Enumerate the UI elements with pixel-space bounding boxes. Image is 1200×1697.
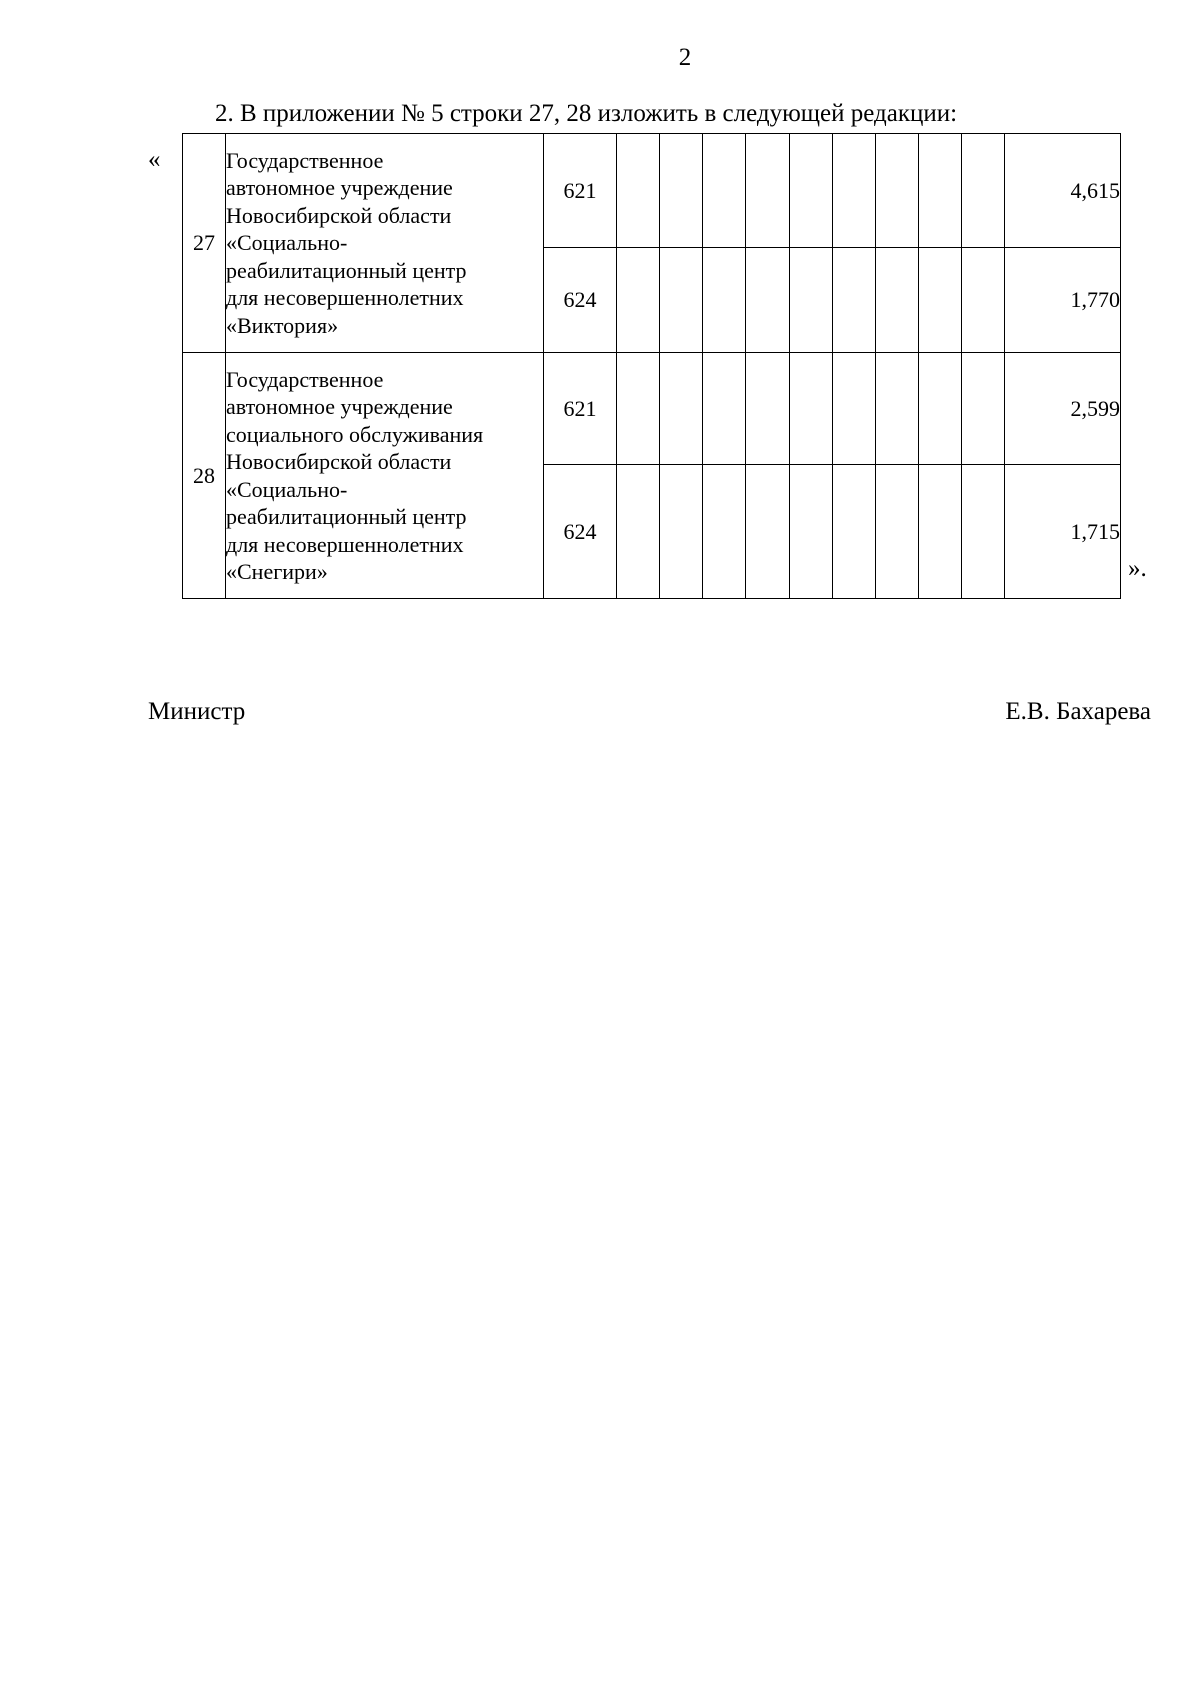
amendment-instruction: 2. В приложении № 5 строки 27, 28 изложить в следующей редакции: [215, 100, 958, 127]
name-line: «Снегири» [226, 559, 328, 584]
empty-cell [833, 248, 876, 353]
empty-cell [833, 134, 876, 248]
empty-cell [919, 353, 962, 465]
row-number: 27 [183, 134, 226, 353]
table-row-27 [183, 134, 1121, 248]
name-line: «Социально- [226, 230, 348, 256]
expense-code: 621 [544, 353, 617, 465]
empty-cell [703, 248, 746, 353]
empty-cell [919, 465, 962, 599]
name-line: Новосибирской области [226, 449, 452, 474]
name-line: Государственное [226, 147, 384, 173]
institution-name [226, 134, 544, 353]
row-number: 28 [183, 353, 226, 599]
amount-value: 4,615 [1005, 134, 1121, 248]
institution-name [226, 353, 544, 599]
empty-cell [876, 134, 919, 248]
empty-cell [703, 134, 746, 248]
empty-cell [617, 248, 660, 353]
empty-cell [962, 134, 1005, 248]
name-line: Новосибирской области [226, 202, 452, 228]
empty-cell [660, 465, 703, 599]
name-line: реабилитационный центр [226, 504, 467, 529]
name-line: для несовершеннолетних [226, 285, 464, 311]
signatory-title: Министр [148, 698, 246, 725]
empty-cell [660, 248, 703, 353]
empty-cell [833, 465, 876, 599]
amendment-table [182, 133, 1121, 599]
empty-cell [833, 353, 876, 465]
empty-cell [746, 353, 790, 465]
amount-value: 1,770 [1005, 248, 1121, 353]
table-row-28 [183, 353, 1121, 465]
empty-cell [746, 134, 790, 248]
empty-cell [962, 248, 1005, 353]
empty-cell [919, 134, 962, 248]
empty-cell [876, 465, 919, 599]
closing-quote: ». [1128, 555, 1147, 582]
empty-cell [790, 248, 833, 353]
page-number: 2 [678, 44, 692, 71]
name-line: «Виктория» [226, 312, 339, 338]
amount-value: 2,599 [1005, 353, 1121, 465]
name-line: социального обслуживания [226, 421, 484, 447]
empty-cell [876, 353, 919, 465]
name-line: «Социально- [226, 476, 348, 502]
opening-quote: « [148, 146, 161, 173]
expense-code: 621 [544, 134, 617, 248]
name-line: для несовершеннолетних [226, 531, 464, 557]
empty-cell [746, 248, 790, 353]
empty-cell [790, 465, 833, 599]
empty-cell [790, 353, 833, 465]
expense-code: 624 [544, 465, 617, 599]
empty-cell [703, 353, 746, 465]
name-line: автономное учреждение [226, 175, 453, 201]
empty-cell [660, 353, 703, 465]
expense-code: 624 [544, 248, 617, 353]
empty-cell [703, 465, 746, 599]
empty-cell [617, 465, 660, 599]
name-line: реабилитационный центр [226, 257, 467, 283]
empty-cell [962, 353, 1005, 465]
empty-cell [962, 465, 1005, 599]
empty-cell [617, 353, 660, 465]
empty-cell [660, 134, 703, 248]
empty-cell [617, 134, 660, 248]
name-line: автономное учреждение [226, 394, 453, 419]
signatory-name: Е.В. Бахарева [1005, 698, 1151, 725]
empty-cell [876, 248, 919, 353]
name-line: Государственное [226, 366, 384, 392]
empty-cell [919, 248, 962, 353]
empty-cell [746, 465, 790, 599]
amount-value: 1,715 [1005, 465, 1121, 599]
empty-cell [790, 134, 833, 248]
